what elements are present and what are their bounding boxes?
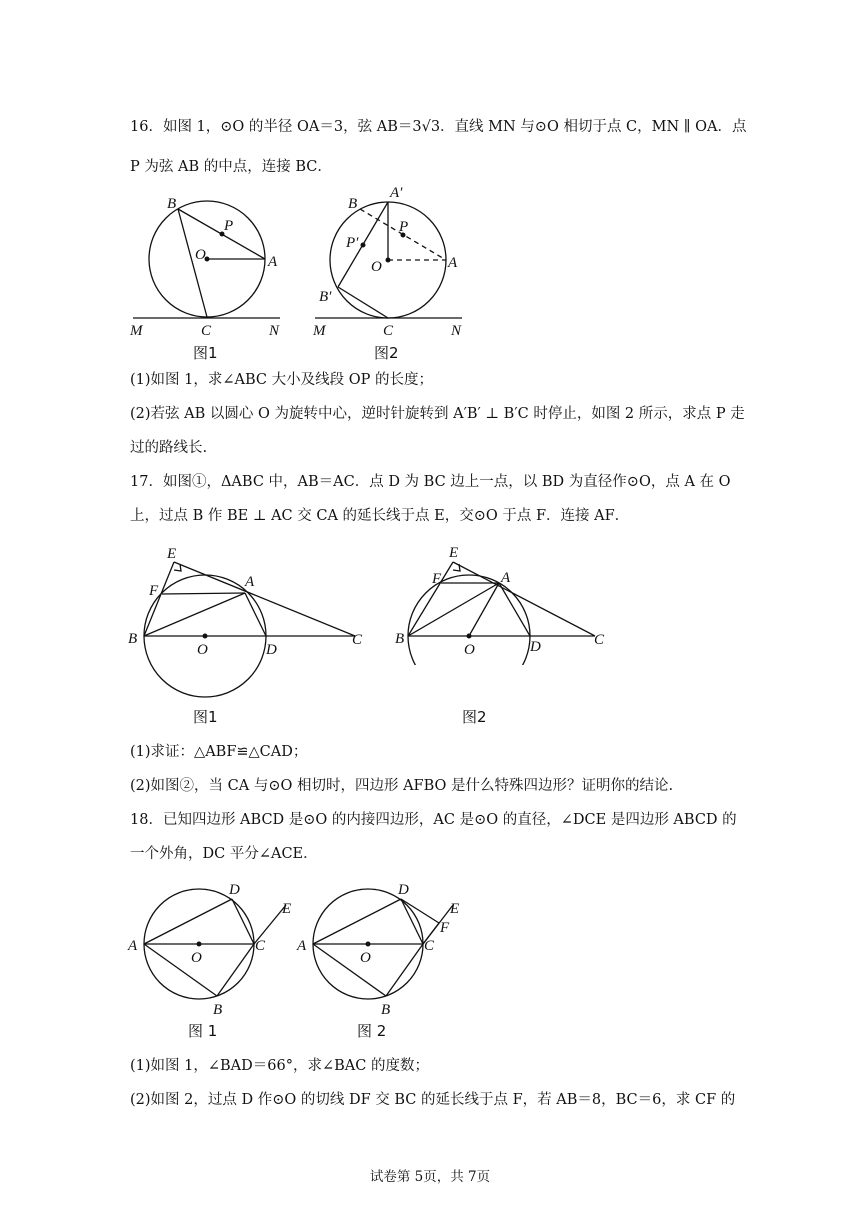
q16-caption-2: 图2 (374, 344, 399, 362)
label-c: C (594, 632, 605, 648)
q16-sub2-line2: 过的路线长. (130, 440, 208, 456)
q17-sub1: (1)求证：△ABF≌△CAD； (130, 744, 308, 760)
q17-figure-1 (125, 540, 375, 705)
q16-sub2-line1: (2)若弦 AB 以圆心 O 为旋转中心，逆时针旋转到 A′B′ ⊥ B′C 时停止，如图 2 所示，求点 P 走 (130, 406, 745, 422)
q18-caption-1: 图 1 (188, 1022, 218, 1040)
label-a: A (268, 254, 278, 270)
label-b: B (381, 1002, 391, 1018)
label-a: A (245, 574, 255, 590)
label-o: O (197, 642, 208, 658)
q16-line2: P 为弦 AB 的中点，连接 BC． (130, 159, 332, 175)
q16-line1: 16．如图 1，⊙O 的半径 OA＝3，弦 AB＝3√3．直线 MN 与⊙O 相切于点 C，MN ∥ OA．点 (130, 119, 747, 135)
label-d: D (530, 639, 541, 655)
q18-sub1: (1)如图 1，∠BAD＝66°，求∠BAC 的度数； (130, 1058, 429, 1074)
label-m: M (130, 323, 143, 339)
label-a: A (297, 938, 307, 954)
q18-line1: 18．已知四边形 ABCD 是⊙O 的内接四边形，AC 是⊙O 的直径，∠DCE 是四边形 ABCD 的 (130, 812, 737, 828)
label-f: F (432, 571, 442, 587)
label-n: N (269, 323, 280, 339)
label-b: B (348, 196, 358, 212)
q16-figure-1 (125, 188, 295, 343)
label-c: C (201, 323, 212, 339)
q18-sub2: (2)如图 2，过点 D 作⊙O 的切线 DF 交 BC 的延长线于点 F，若 AB＝8，BC＝6，求 CF 的 (130, 1092, 736, 1108)
q17-sub2: (2)如图②，当 CA 与⊙O 相切时，四边形 AFBO 是什么特殊四边形？证明你的结论. (130, 778, 674, 794)
label-b-prime: B′ (319, 289, 332, 305)
q16-caption-1: 图1 (193, 344, 218, 362)
q16-sub1: (1)如图 1，求∠ABC 大小及线段 OP 的长度； (130, 372, 433, 388)
label-o: O (195, 247, 206, 263)
label-d: D (229, 882, 240, 898)
label-b: B (213, 1002, 223, 1018)
q18-figure-2 (295, 878, 475, 1018)
label-o: O (191, 950, 202, 966)
label-e: E (450, 901, 460, 917)
label-a: A (128, 938, 138, 954)
q17-caption-1: 图1 (193, 708, 218, 726)
label-o: O (371, 259, 382, 275)
label-p: P (224, 218, 234, 234)
label-e: E (282, 901, 292, 917)
label-a-prime: A′ (390, 185, 403, 201)
label-c: C (352, 632, 363, 648)
q18-line2: 一个外角，DC 平分∠ACE． (130, 846, 318, 862)
label-a: A (501, 570, 511, 586)
label-b: B (395, 631, 405, 647)
label-p-prime: P′ (346, 235, 359, 251)
q17-figure-2 (395, 540, 615, 665)
label-p: P (399, 219, 409, 235)
label-f: F (149, 583, 159, 599)
label-e: E (449, 545, 459, 561)
q18-figure-1 (125, 878, 305, 1018)
label-n: N (451, 323, 462, 339)
label-d: D (398, 882, 409, 898)
label-f: F (440, 920, 450, 936)
label-b: B (128, 631, 138, 647)
q16-figure-2 (310, 185, 480, 343)
label-m: M (313, 323, 326, 339)
q17-caption-2: 图2 (462, 708, 487, 726)
label-c: C (255, 938, 266, 954)
label-d: D (266, 642, 277, 658)
page-footer: 试卷第 5页，共 7页 (369, 1169, 491, 1185)
q18-caption-2: 图 2 (357, 1022, 387, 1040)
label-o: O (360, 950, 371, 966)
label-b: B (167, 196, 177, 212)
label-c: C (424, 938, 435, 954)
q17-line2: 上，过点 B 作 BE ⊥ AC 交 CA 的延长线于点 E，交⊙O 于点 F．连接 AF． (130, 508, 630, 524)
label-c: C (383, 323, 394, 339)
label-a: A (448, 255, 458, 271)
q17-line1: 17．如图①，ΔABC 中，AB＝AC．点 D 为 BC 边上一点，以 BD 为直径作⊙O，点 A 在 O (130, 474, 731, 490)
label-e: E (167, 546, 177, 562)
label-o: O (464, 642, 475, 658)
